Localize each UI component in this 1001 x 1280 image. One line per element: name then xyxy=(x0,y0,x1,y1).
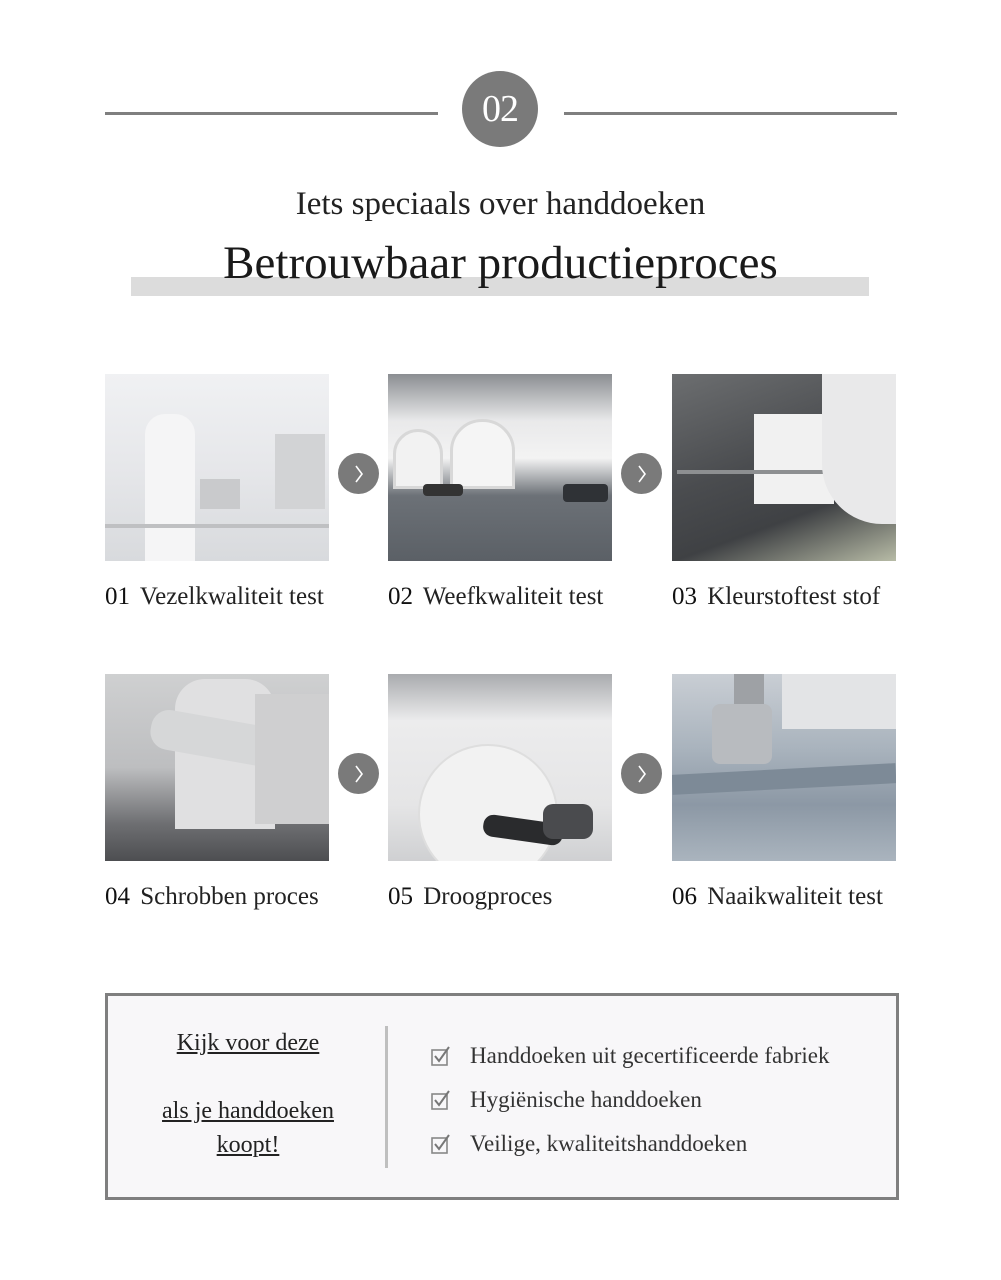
fabric-rolls-machine-photo xyxy=(388,374,612,561)
divider-line-right xyxy=(564,112,897,115)
next-arrow-4 xyxy=(621,753,662,794)
chevron-right-icon xyxy=(352,763,366,785)
checklist xyxy=(430,1034,830,1166)
divider-line-left xyxy=(105,112,438,115)
checklist-item xyxy=(430,1078,830,1122)
checklist-label: Hygiënische handdoeken xyxy=(470,1087,702,1112)
step-number: 03 xyxy=(672,583,697,610)
step-caption xyxy=(388,880,628,913)
checkbox-checked-icon xyxy=(430,1133,452,1155)
callout-link-line1[interactable]: Kijk voor deze xyxy=(176,1030,320,1056)
sewing-machine-photo xyxy=(672,674,896,861)
next-arrow-1 xyxy=(338,453,379,494)
callout-link-line2[interactable]: als je handdoeken xyxy=(162,1098,334,1124)
section-number-badge: 02 xyxy=(462,71,538,147)
chevron-right-icon xyxy=(352,463,366,485)
step-label: Droogproces xyxy=(423,883,553,910)
chevron-right-icon xyxy=(635,763,649,785)
checklist-label: Veilige, kwaliteitshanddoeken xyxy=(470,1131,748,1156)
next-arrow-2 xyxy=(621,453,662,494)
checkbox-checked-icon xyxy=(430,1089,452,1111)
checklist-label: Handdoeken uit gecertificeerde fabriek xyxy=(470,1043,830,1068)
process-step-6 xyxy=(672,674,896,913)
drying-roll-photo xyxy=(388,674,612,861)
step-number: 01 xyxy=(105,583,130,610)
step-number: 04 xyxy=(105,883,130,910)
step-label: Kleurstoftest stof xyxy=(707,583,881,610)
dye-test-photo xyxy=(672,374,896,561)
section-subtitle: Iets speciaals over handdoeken xyxy=(295,186,706,222)
step-label: Weefkwaliteit test xyxy=(422,583,604,610)
step-caption xyxy=(388,580,628,613)
process-step-3 xyxy=(672,374,896,613)
checklist-item xyxy=(430,1034,830,1078)
page-title: Betrouwbaar productieproces xyxy=(223,237,778,289)
step-label: Schrobben proces xyxy=(140,883,319,910)
process-step-2 xyxy=(388,374,612,613)
checklist-box xyxy=(105,993,899,1200)
step-caption xyxy=(672,580,912,613)
step-number: 06 xyxy=(672,883,697,910)
step-number: 05 xyxy=(388,883,413,910)
vertical-divider xyxy=(385,1026,388,1168)
step-label: Vezelkwaliteit test xyxy=(139,583,324,610)
step-caption xyxy=(105,580,345,613)
info-callout xyxy=(108,1026,388,1162)
process-step-4 xyxy=(105,674,329,913)
cleanroom-lab-photo xyxy=(105,374,329,561)
checkbox-checked-icon xyxy=(430,1045,452,1067)
chevron-right-icon xyxy=(635,463,649,485)
callout-link-line3[interactable]: koopt! xyxy=(216,1132,280,1158)
checklist-item xyxy=(430,1122,830,1166)
workers-scrubbing-photo xyxy=(105,674,329,861)
step-number: 02 xyxy=(388,583,413,610)
process-step-1 xyxy=(105,374,329,613)
next-arrow-3 xyxy=(338,753,379,794)
step-caption xyxy=(105,880,345,913)
process-step-5 xyxy=(388,674,612,913)
step-caption xyxy=(672,880,912,913)
step-label: Naaikwaliteit test xyxy=(707,883,883,910)
